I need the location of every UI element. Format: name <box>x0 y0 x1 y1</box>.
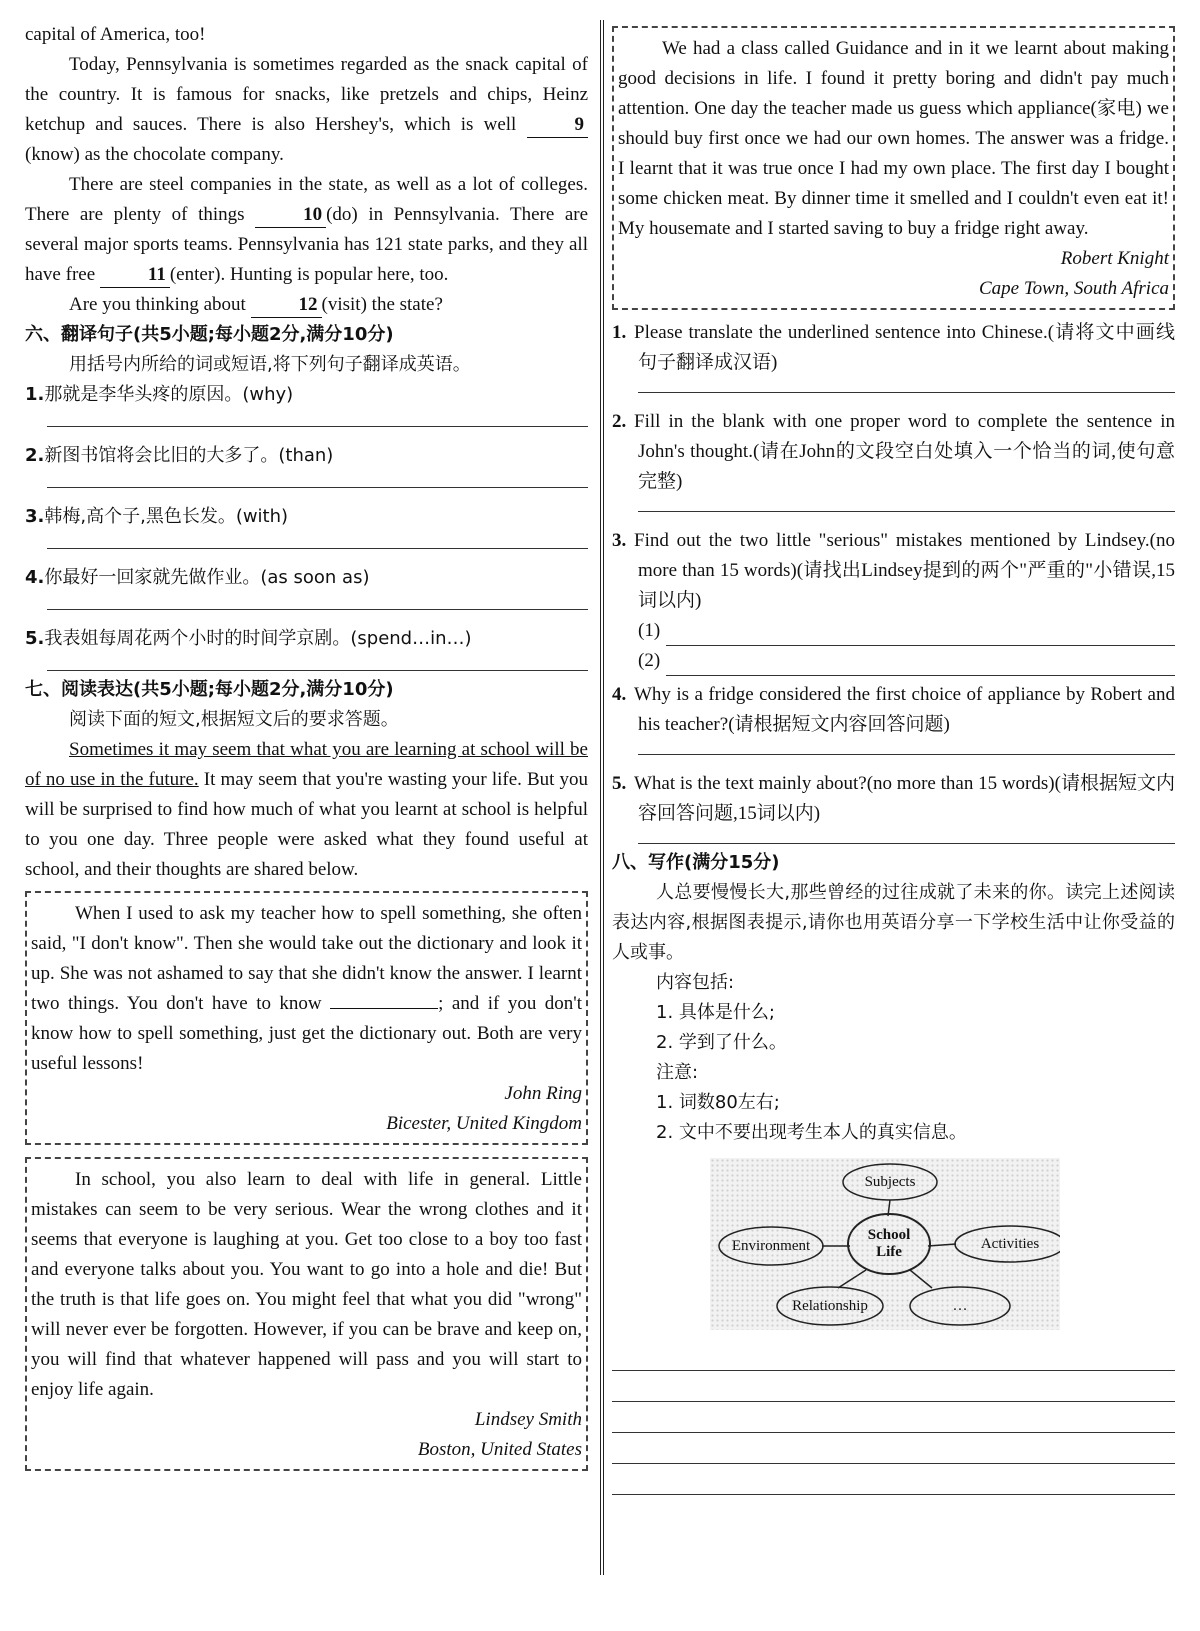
reading-question-3 <box>612 526 1175 616</box>
answer-line[interactable] <box>47 532 588 549</box>
writing-line[interactable] <box>612 1402 1175 1433</box>
writing-line[interactable] <box>612 1464 1175 1495</box>
node-school-life <box>848 1227 930 1261</box>
right-column <box>612 20 1175 1495</box>
q-text: 你最好一回家就先做作业。(as soon as) <box>44 567 370 588</box>
answer-line[interactable] <box>638 829 1175 844</box>
fill[interactable] <box>666 623 1175 646</box>
blank-9[interactable]: 9 <box>527 113 589 138</box>
author-place: Boston, United States <box>417 1439 582 1460</box>
john-ring-box <box>25 891 588 1145</box>
q-number: 4. <box>25 567 45 588</box>
writing-note-item: 1. 词数80左右; <box>656 1092 780 1113</box>
section-7-instruction: 阅读下面的短文,根据短文后的要求答题。 <box>69 709 399 730</box>
blank-12[interactable]: 12 <box>251 293 322 318</box>
sub-label: (1) <box>638 620 661 641</box>
q-text: Why is a fridge considered the first choice of appliance by Robert and his teacher?(请根据短文内容回答问题) <box>634 684 1175 735</box>
reading-intro <box>25 735 588 885</box>
q-number: 3. <box>612 530 627 551</box>
text: (do) in Pennsylvania. There are several major sports teams. Pennsylvania has 121 state parks, and they all have free <box>25 204 589 285</box>
author-place: Cape Town, South Africa <box>978 278 1169 299</box>
q-text: Fill in the blank with one proper word to complete the sentence in John's thought.(请在John的文段空白处填入一个恰当的词,使句意完整) <box>634 411 1175 492</box>
q-number: 5. <box>25 628 45 649</box>
writing-note-label: 注意: <box>656 1062 699 1083</box>
column-divider <box>600 20 604 1575</box>
text: (know) as the chocolate company. <box>25 144 284 165</box>
q-number: 2. <box>612 411 627 432</box>
passage-paragraph <box>25 290 588 320</box>
node-activities: Activities <box>980 1236 1040 1252</box>
node-subjects: Subjects <box>864 1174 916 1190</box>
text: (visit) the state? <box>321 294 443 315</box>
reading-question-2 <box>612 407 1175 497</box>
robert-paragraph: We had a class called Guidance and in it we learnt about making good decisions in life. I found it pretty boring and didn't pay much attention. One day the teacher made us guess which appliance(家电) we should buy first once we had our own homes. The answer was a fridge. I learnt that it was true once I had my own place. The first day I bought some chicken meat. By dinner time it smelled and I couldn't even eat it! My housemate and I started saving to buy a fridge right away. <box>618 38 1169 239</box>
section-8-title: 八、写作(满分15分) <box>612 852 780 873</box>
text: There are steel companies in the state, as well as a lot of colleges. There are plenty of things <box>25 174 588 225</box>
writing-line[interactable] <box>612 1433 1175 1464</box>
answer-line[interactable] <box>47 471 588 488</box>
text: (enter). Hunting is popular here, too. <box>169 264 449 285</box>
translate-question-4 <box>25 563 588 593</box>
robert-knight-box <box>612 26 1175 310</box>
node-relationship: Relationship <box>792 1298 868 1314</box>
writing-prompt: 人总要慢慢长大,那些曾经的过往成就了未来的你。读完上述阅读表达内容,根据图表提示,请你也用英语分享一下学校生活中让你受益的人或事。 <box>612 882 1175 963</box>
john-paragraph <box>31 899 582 1079</box>
q-text: 那就是李华头疼的原因。(why) <box>44 384 294 405</box>
q-text: What is the text mainly about?(no more than 15 words)(请根据短文内容回答问题,15词以内) <box>634 773 1175 824</box>
blank-11[interactable]: 11 <box>100 263 170 288</box>
passage-paragraph <box>25 170 588 290</box>
reading-question-1 <box>612 318 1175 378</box>
q-number: 5. <box>612 773 627 794</box>
section-7-title: 七、阅读表达(共5小题;每小题2分,满分10分) <box>25 679 394 700</box>
reading-question-4 <box>612 680 1175 740</box>
q-number: 1. <box>25 384 45 405</box>
answer-line[interactable] <box>638 378 1175 393</box>
author-place: Bicester, United Kingdom <box>386 1113 582 1134</box>
lindsey-paragraph: In school, you also learn to deal with life in general. Little mistakes can seem to be very serious. Wear the wrong clothes and it seems that everyone is laughing at you. Get too close to a boy too fast and everyone talks about you. You want to go into a hole and die! But the truth is that life goes on. You might feel that what you did "wrong" will never ever be forgotten. However, if you can be brave and keep on, you will find that whatever happened will pass and you will start to enjoy life again. <box>31 1169 582 1400</box>
translate-question-3 <box>25 502 588 532</box>
section-6-title: 六、翻译句子(共5小题;每小题2分,满分10分) <box>25 324 394 345</box>
fill[interactable] <box>666 653 1175 676</box>
q-number: 3. <box>25 506 45 527</box>
reading-question-5 <box>612 769 1175 829</box>
center-line-1: School <box>867 1227 911 1243</box>
passage-line: capital of America, too! <box>25 24 206 45</box>
left-column <box>25 20 588 1471</box>
writing-content-label: 内容包括: <box>656 972 735 993</box>
node-environment: Environment <box>731 1238 811 1254</box>
translate-question-1 <box>25 380 588 410</box>
answer-line[interactable] <box>47 654 588 671</box>
writing-note-item: 2. 文中不要出现考生本人的真实信息。 <box>656 1122 967 1143</box>
q-number: 2. <box>25 445 45 466</box>
text: ; and if you don't know how to spell something, just get the dictionary out. Both are very useful lessons! <box>31 993 582 1074</box>
author-name: Robert Knight <box>1060 248 1169 269</box>
answer-line[interactable] <box>638 740 1175 755</box>
q-text: 韩梅,高个子,黑色长发。(with) <box>44 506 289 527</box>
sub-label: (2) <box>638 650 661 671</box>
center-line-2: Life <box>876 1244 902 1260</box>
answer-line-1[interactable] <box>638 616 1175 646</box>
lindsey-smith-box <box>25 1157 588 1471</box>
answer-line[interactable] <box>47 593 588 610</box>
writing-line[interactable] <box>612 1340 1175 1371</box>
passage-paragraph <box>25 50 588 170</box>
q-text: Find out the two little "serious" mistakes mentioned by Lindsey.(no more than 15 words)(请找出Lindsey提到的两个"严重的"小错误,15词以内) <box>634 530 1175 611</box>
q-number: 4. <box>612 684 627 705</box>
text: When I used to ask my teacher how to spell something, she often said, "I don't know". Then she would take out the dictionary and look it up. She was not ashamed to say that she didn't know the answer. I learnt two things. You don't have to know <box>31 903 582 1014</box>
author-name: Lindsey Smith <box>474 1409 582 1430</box>
john-blank[interactable] <box>330 1008 438 1009</box>
writing-content-item: 1. 具体是什么; <box>656 1002 775 1023</box>
answer-line[interactable] <box>47 410 588 427</box>
answer-line[interactable] <box>638 497 1175 512</box>
node-more: … <box>952 1298 968 1314</box>
answer-line-2[interactable] <box>638 646 1175 676</box>
section-6-instruction: 用括号内所给的词或短语,将下列句子翻译成英语。 <box>69 354 471 375</box>
translate-question-2 <box>25 441 588 471</box>
q-text: 新图书馆将会比旧的大多了。(than) <box>44 445 334 466</box>
school-life-mind-map <box>710 1158 1060 1330</box>
q-text: Please translate the underlined sentence into Chinese.(请将文中画线句子翻译成汉语) <box>634 322 1175 373</box>
q-text: 我表姐每周花两个小时的时间学京剧。(spend…in…) <box>44 628 472 649</box>
text: Are you thinking about <box>69 294 246 315</box>
blank-10[interactable]: 10 <box>255 203 326 228</box>
writing-content-item: 2. 学到了什么。 <box>656 1032 787 1053</box>
text: It may seem that you're wasting your life. But you will be surprised to find how much of what you learnt at school is helpful to you one day. Three people were asked what they found useful at school, and their thoughts are shared below. <box>25 769 589 880</box>
writing-line[interactable] <box>612 1371 1175 1402</box>
author-name: John Ring <box>504 1083 582 1104</box>
q-number: 1. <box>612 322 627 343</box>
translate-question-5 <box>25 624 588 654</box>
text: Today, Pennsylvania is sometimes regarded as the snack capital of the country. It is famous for snacks, like pretzels and chips, Heinz ketchup and sauces. There is also Hershey's, which is well <box>25 54 588 135</box>
underlined-sentence: Sometimes it may seem that what you are learning at school will be of no use in the future. <box>25 739 588 790</box>
